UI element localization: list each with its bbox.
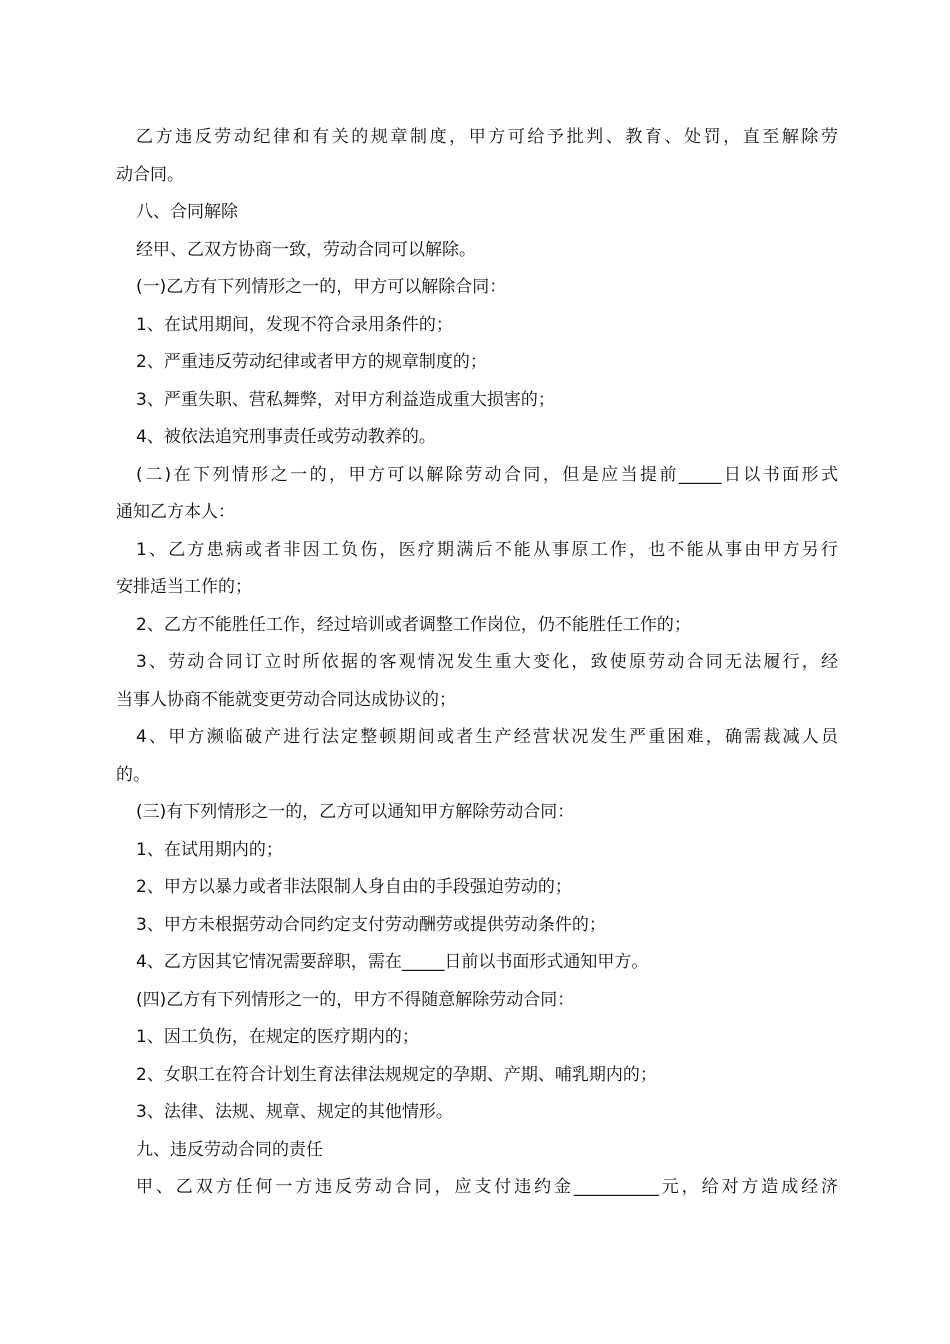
section-heading: 八、合同解除: [136, 202, 238, 222]
section-heading: 九、违反劳动合同的责任: [136, 1139, 323, 1160]
list-item: 2、甲方以暴力或者非法限制人身自由的手段强迫劳动的；: [136, 877, 572, 897]
list-item: 2、乙方不能胜任工作，经过培训或者调整工作岗位，仍不能胜任工作的；: [136, 614, 691, 635]
list-item: 2、女职工在符合计划生育法律法规规定的孕期、产期、哺乳期内的；: [136, 1064, 657, 1085]
document-page: [116, 119, 838, 1207]
paragraph-line: 经甲、乙双方协商一致，劳动合同可以解除。: [136, 239, 476, 260]
list-item: 2、严重违反劳动纪律或者甲方的规章制度的；: [136, 352, 487, 372]
subsection-heading: (四)乙方有下列情形之一的，甲方不得随意解除劳动合同：: [136, 989, 575, 1010]
paragraph-line: 安排适当工作的；: [116, 577, 252, 597]
paragraph-line: 当事人协商不能就变更劳动合同达成协议的；: [116, 689, 456, 710]
paragraph-line: 乙方违反劳动纪律和有关的规章制度，甲方可给予批判、教育、处罚，直至解除劳: [136, 127, 838, 147]
list-item: 1、在试用期间，发现不符合录用条件的；: [136, 314, 453, 335]
list-item: 4、被依法追究刑事责任或劳动教养的。: [136, 427, 436, 447]
subsection-heading: (二)在下列情形之一的，甲方可以解除劳动合同，但是应当提前_____日以书面形式: [136, 464, 838, 485]
list-item: 3、甲方未根据劳动合同约定支付劳动酬劳或提供劳动条件的；: [136, 914, 606, 935]
subsection-heading: (一)乙方有下列情形之一的，甲方可以解除合同：: [136, 277, 507, 297]
list-item: 1、在试用期内的；: [136, 839, 283, 860]
list-item: 3、严重失职、营私舞弊，对甲方利益造成重大损害的；: [136, 389, 555, 410]
paragraph-line: 甲、乙双方任何一方违反劳动合同，应支付违约金__________元，给对方造成经济: [136, 1177, 838, 1197]
list-item: 3、劳动合同订立时所依据的客观情况发生重大变化，致使原劳动合同无法履行，经: [136, 652, 838, 672]
list-item: 1、因工负伤，在规定的医疗期内的；: [136, 1027, 419, 1047]
subsection-heading: (三)有下列情形之一的，乙方可以通知甲方解除劳动合同：: [136, 802, 575, 822]
paragraph-line: 的。: [116, 764, 150, 785]
paragraph-line: 动合同。: [116, 164, 184, 185]
list-item: 3、法律、法规、规章、规定的其他情形。: [136, 1102, 453, 1122]
list-item: 4、乙方因其它情况需要辞职，需在_____日前以书面形式通知甲方。: [136, 952, 649, 972]
list-item: 1、乙方患病或者非因工负伤，医疗期满后不能从事原工作，也不能从事由甲方另行: [136, 539, 838, 560]
paragraph-line: 通知乙方本人：: [116, 502, 235, 522]
list-item: 4、甲方濒临破产进行法定整顿期间或者生产经营状况发生严重困难，确需裁减人员: [136, 727, 838, 747]
